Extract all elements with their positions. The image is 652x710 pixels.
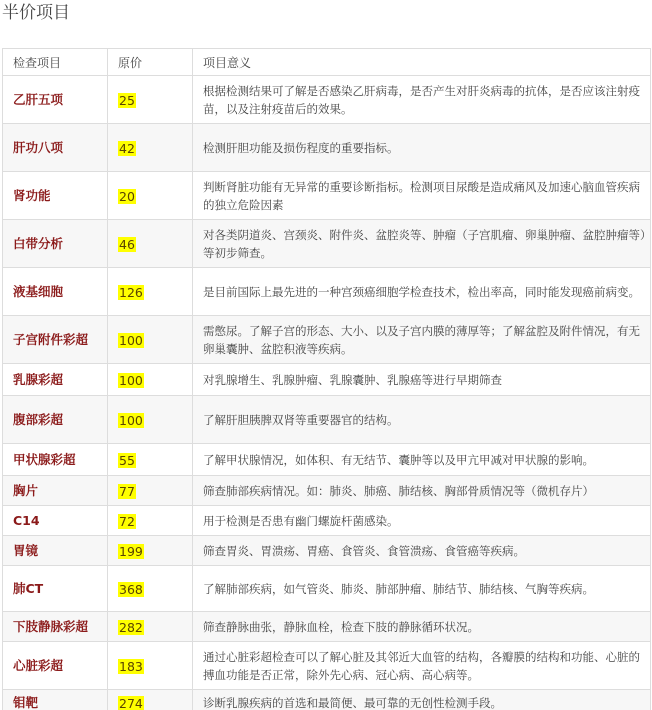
table-row: [3, 506, 651, 536]
item-meaning: 通过心脏彩超检查可以了解心脏及其邻近大血管的结构，各瓣膜的结构和功能、心脏的搏血功能是否正常，除外先心病、冠心病、高心病等。: [193, 642, 651, 690]
item-price-cell: [108, 506, 193, 536]
item-meaning: 筛查静脉曲张，静脉血栓，检查下肢的静脉循环状况。: [193, 612, 651, 642]
item-meaning: 判断肾脏功能有无异常的重要诊断指标。检测项目尿酸是造成痛风及加速心脑血管疾病的独立危险因素: [193, 172, 651, 220]
item-price: 282: [119, 620, 143, 635]
item-name: 乳腺彩超: [3, 364, 108, 396]
item-price-cell: [108, 536, 193, 566]
item-name: 白带分析: [3, 220, 108, 268]
table-row: [3, 612, 651, 642]
item-meaning: 了解肝胆胰脾双肾等重要器官的结构。: [193, 396, 651, 444]
item-price: 20: [119, 189, 135, 204]
item-name: 腹部彩超: [3, 396, 108, 444]
item-price-cell: [108, 444, 193, 476]
item-meaning: 需憋尿。了解子宫的形态、大小、以及子宫内膜的薄厚等；了解盆腔及附件情况，有无卵巢囊肿、盆腔积液等疾病。: [193, 316, 651, 364]
table-row: [3, 566, 651, 612]
item-price: 72: [119, 514, 135, 529]
item-name: 肾功能: [3, 172, 108, 220]
item-name: 下肢静脉彩超: [3, 612, 108, 642]
item-meaning: 检测肝胆功能及损伤程度的重要指标。: [193, 124, 651, 172]
item-price: 77: [119, 484, 135, 499]
item-price: 100: [119, 333, 143, 348]
price-table: [2, 48, 651, 710]
item-price-cell: [108, 268, 193, 316]
table-row: [3, 220, 651, 268]
item-meaning: 对各类阴道炎、宫颈炎、附件炎、盆腔炎等、肿瘤（子宫肌瘤、卵巢肿瘤、盆腔肿瘤等）等初步筛查。: [193, 220, 651, 268]
column-header-item: 检查项目: [3, 49, 108, 76]
item-meaning: 筛查肺部疾病情况。如：肺炎、肺癌、肺结核、胸部骨质情况等（微机存片）: [193, 476, 651, 506]
item-meaning: 诊断乳腺疾病的首选和最简便、最可靠的无创性检测手段。: [193, 690, 651, 710]
table-row: [3, 172, 651, 220]
item-price: 126: [119, 285, 143, 300]
item-price-cell: [108, 642, 193, 690]
table-row: [3, 476, 651, 506]
item-name: C14: [3, 506, 108, 536]
item-meaning: 用于检测是否患有幽门螺旋杆菌感染。: [193, 506, 651, 536]
item-price-cell: [108, 124, 193, 172]
item-name: 乙肝五项: [3, 76, 108, 124]
table-row: [3, 124, 651, 172]
item-name: 甲状腺彩超: [3, 444, 108, 476]
item-meaning: 了解肺部疾病，如气管炎、肺炎、肺部肿瘤、肺结节、肺结核、气胸等疾病。: [193, 566, 651, 612]
item-price-cell: [108, 172, 193, 220]
item-name: 液基细胞: [3, 268, 108, 316]
item-meaning: 筛查胃炎、胃溃疡、胃癌、食管炎、食管溃疡、食管癌等疾病。: [193, 536, 651, 566]
item-name: 肺CT: [3, 566, 108, 612]
item-meaning: 根据检测结果可了解是否感染乙肝病毒，是否产生对肝炎病毒的抗体，是否应该注射疫苗，以及注射疫苗后的效果。: [193, 76, 651, 124]
item-price: 42: [119, 141, 135, 156]
item-name: 肝功八项: [3, 124, 108, 172]
item-price-cell: [108, 396, 193, 444]
item-price: 46: [119, 237, 135, 252]
item-price-cell: [108, 566, 193, 612]
table-row: [3, 76, 651, 124]
column-header-meaning: 项目意义: [193, 49, 651, 76]
item-name: 胸片: [3, 476, 108, 506]
item-price-cell: [108, 476, 193, 506]
table-row: [3, 268, 651, 316]
item-name: 钼靶: [3, 690, 108, 710]
item-price: 100: [119, 413, 143, 428]
item-price-cell: [108, 612, 193, 642]
item-meaning: 是目前国际上最先进的一种宫颈癌细胞学检查技术，检出率高，同时能发现癌前病变。: [193, 268, 651, 316]
table-row: [3, 690, 651, 710]
item-price: 368: [119, 582, 143, 597]
table-row: [3, 316, 651, 364]
item-price: 274: [119, 696, 143, 710]
table-row: [3, 364, 651, 396]
table-row: [3, 642, 651, 690]
item-name: 胃镜: [3, 536, 108, 566]
table-row: [3, 536, 651, 566]
item-price-cell: [108, 364, 193, 396]
item-price: 25: [119, 93, 135, 108]
table-header-row: [3, 49, 651, 76]
item-price-cell: [108, 690, 193, 710]
item-price-cell: [108, 76, 193, 124]
item-price-cell: [108, 220, 193, 268]
item-price-cell: [108, 316, 193, 364]
item-price: 100: [119, 373, 143, 388]
item-price: 55: [119, 453, 135, 468]
item-name: 心脏彩超: [3, 642, 108, 690]
column-header-price: 原价: [108, 49, 193, 76]
item-price: 183: [119, 659, 143, 674]
item-price: 199: [119, 544, 143, 559]
item-name: 子宫附件彩超: [3, 316, 108, 364]
table-row: [3, 444, 651, 476]
table-row: [3, 396, 651, 444]
item-meaning: 了解甲状腺情况，如体积、有无结节、囊肿等以及甲亢甲减对甲状腺的影响。: [193, 444, 651, 476]
page-title: 半价项目: [2, 3, 70, 23]
item-meaning: 对乳腺增生、乳腺肿瘤、乳腺囊肿、乳腺癌等进行早期筛查: [193, 364, 651, 396]
